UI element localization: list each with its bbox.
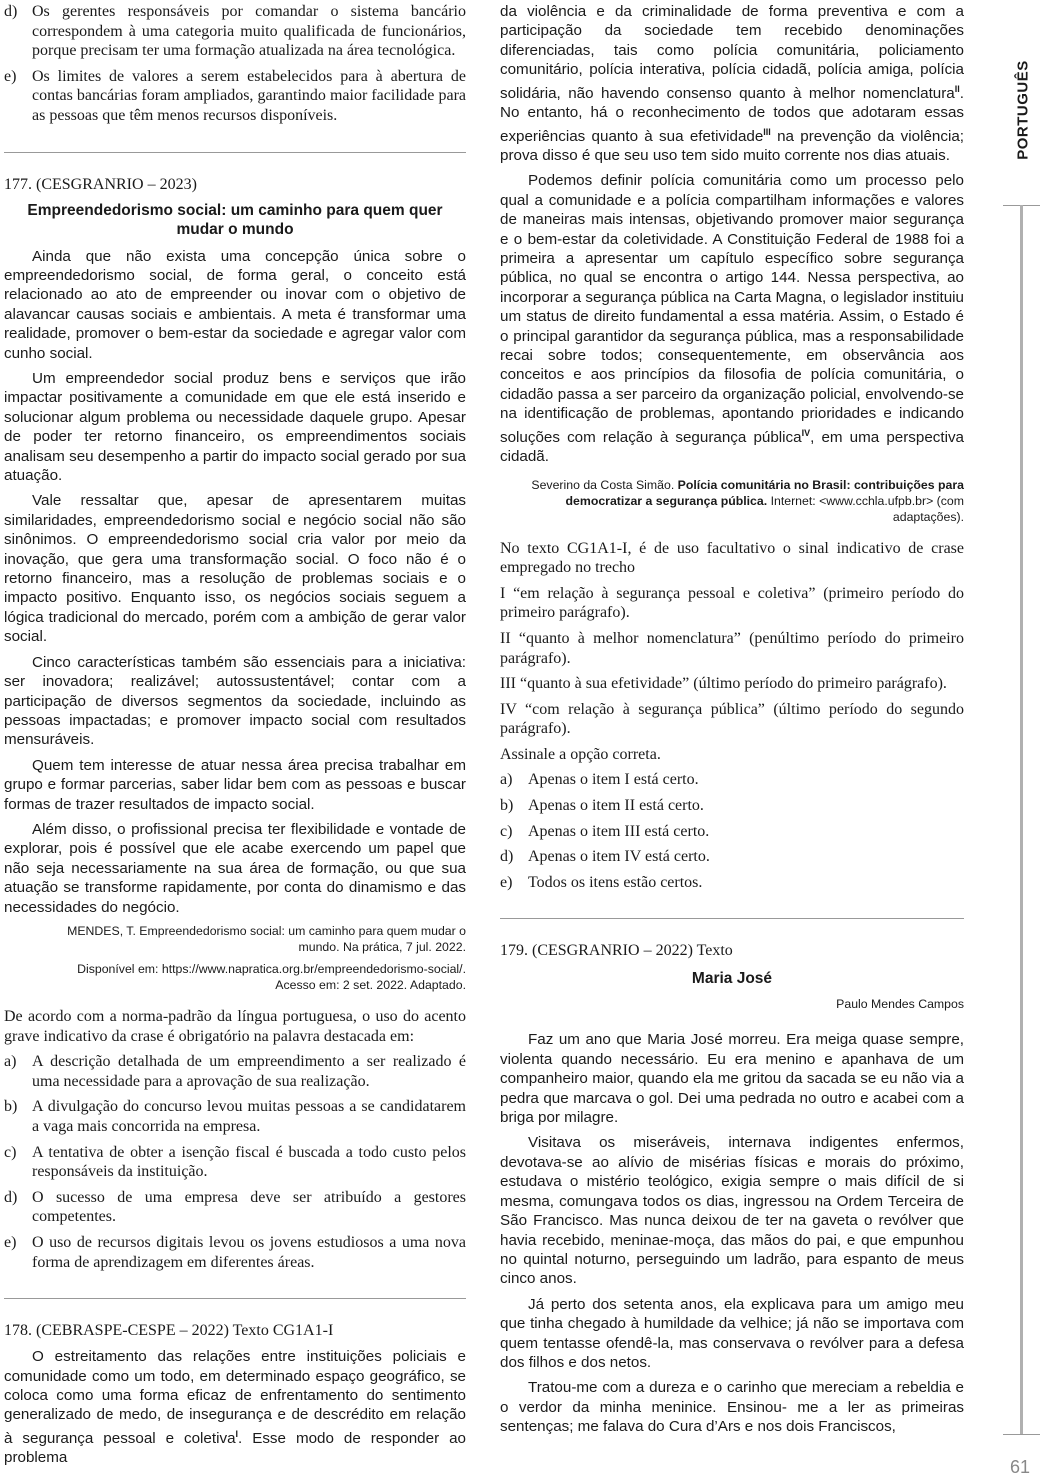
text: . No entanto, há o reconhecimento de todos que adotaram essas experiências quanto à sua efetividade <box>500 84 964 145</box>
marker-ii: II <box>954 83 960 94</box>
option-text: A descrição detalhada de um empreendimento a ser realizado é uma necessidade para a aprovação de sua realização. <box>32 1053 466 1090</box>
option-key: e) <box>4 67 17 85</box>
option-d <box>500 847 964 867</box>
passage-title: Empreendedorismo social: um caminho para quem quer mudar o mundo <box>27 201 443 238</box>
option-d <box>4 1188 466 1227</box>
paragraph <box>4 1347 466 1468</box>
option-key: e) <box>500 873 513 891</box>
divider <box>4 1298 466 1299</box>
option-a <box>500 770 964 790</box>
text: da violência e da criminalidade de forma preventiva e com a participação da sociedade tem recebido denominações diferenciadas, tais como polícia comunitária, policiamento comunitário, polícia interativa, polícia cidadã, polícia amiga, polícia solidária, não havendo consenso quanto à melhor nomenclatura <box>500 3 964 102</box>
text: na prevenção da violência; prova disso é que seu uso tem sido muito corrente nos dias atuais. <box>500 127 964 164</box>
option-key: d) <box>4 1188 18 1206</box>
paragraph: Tratou-me com a dureza e o carinho que mereciam a rebeldia e o verdor da minha meninice. Ensinou- me a ler as primeiras sentenças; me falava do Cura d’Ars e nos dois Franciscos, <box>500 1379 964 1436</box>
option-c <box>500 822 964 842</box>
option-key: b) <box>4 1098 18 1116</box>
paragraph: Um empreendedor social produz bens e serviços que irão impactar positivamente a comunidade em que ele está inserido e solucionar algum problema ou necessidade daquele grupo. Apesar de poder ter retorno financeiro, os empreendimentos sociais analisam seu desempenho a partir do impacto social gerado por sua atuação. <box>4 370 466 485</box>
option-a <box>4 1052 466 1091</box>
option-text: Apenas o item I está certo. <box>528 771 699 789</box>
source-citation: MENDES, T. Empreendedorismo social: um caminho para quem mudar o mundo. Na prática, 7 jul. 2022. <box>67 923 466 954</box>
question-header: 178. (CEBRASPE-CESPE – 2022) Texto CG1A1-I <box>4 1322 334 1340</box>
text: O estreitamento das relações entre instituições policiais e comunidade como um todo, em determinado espaço geográfico, se coloca como uma forma eficaz de enfrentamento do sentimento generalizado de medo, de insegurança e de descrédito em relação à segurança pessoal e coletiva <box>4 1348 466 1447</box>
source-url: Disponível em: https://www.napratica.org.br/empreendedorismo-social/. Acesso em: 2 set. 2022. Adaptado. <box>77 961 466 992</box>
option-e <box>4 1233 466 1272</box>
paragraph <box>500 171 964 466</box>
item: I “em relação à segurança pessoal e coletiva” (primeiro período do primeiro parágrafo). <box>500 584 964 622</box>
instruction: Assinale a opção correta. <box>500 745 661 763</box>
question-178-prompt <box>500 539 964 899</box>
author: Severino da Costa Simão. <box>531 477 678 492</box>
question-header: 177. (CESGRANRIO – 2023) <box>4 175 197 193</box>
option-text: Os limites de valores a serem estabelecidos para à abertura de contas bancárias foram ampliados, garantindo maior facilidade para as pessoas que têm menos recursos disponíveis. <box>32 67 466 124</box>
option-d <box>4 2 466 61</box>
option-c <box>4 1143 466 1182</box>
option-e <box>4 67 466 126</box>
previous-question-options <box>4 2 466 132</box>
option-text: Todos os itens estão certos. <box>528 873 703 891</box>
passage <box>500 1030 964 1436</box>
left-column <box>4 2 466 1474</box>
option-text: A divulgação do concurso levou muitas pessoas a se candidatarem a vaga mais concorrida na empresa. <box>32 1098 466 1135</box>
source-citation <box>500 477 964 525</box>
paragraph: Quem tem interesse de atuar nessa área precisa trabalhar em grupo e formar parcerias, saber lidar bem com as pessoas e buscar formas de trazer resultados de impacto social. <box>4 756 466 813</box>
question-179 <box>500 941 964 1442</box>
option-e <box>500 873 964 893</box>
sidebar-line <box>1020 205 1023 1435</box>
divider <box>4 152 466 153</box>
option-text: O uso de recursos digitais levou os jovens estudiosos a uma nova forma de aprendizagem em diferentes áreas. <box>32 1233 466 1271</box>
paragraph: Visitava os miseráveis, internava indigentes enfermos, devotava-se ao alívio de misérias físicas e morais do próximo, estudava o mistério teológico, exigia sempre o mais difícil de si mesma, comungava todos os dias, ingressou na Ordem Terceira de São Francisco. Mas nunca deixou de ter na gaveta o revólver que havia recebido, meninae-moça, das mãos do pai, e que empunhou no quintal noturno, perseguindo um ladrão, para espanto de meus cinco anos. <box>500 1134 964 1288</box>
option-key: d) <box>4 3 18 20</box>
question-text: No texto CG1A1-I, é de uso facultativo o sinal indicativo de crase empregado no trecho <box>500 539 964 577</box>
item: III “quanto à sua efetividade” (último período do primeiro parágrafo). <box>500 675 947 693</box>
option-key: d) <box>500 848 514 866</box>
section-label <box>1008 40 1038 180</box>
item: IV “com relação à segurança pública” (último período do segundo parágrafo). <box>500 700 964 738</box>
paragraph: Cinco características também são essenciais para a iniciativa: ser inovadora; realizável; autossustentável; contar com a participação de diversos segmentos da sociedade, incluindo as pessoas impactadas; e promover impacto social com resultados mensuráveis. <box>4 653 466 749</box>
option-text: A tentativa de obter a isenção fiscal é buscada a todo custo pelos responsáveis da instituição. <box>32 1143 466 1181</box>
text: Podemos definir polícia comunitária como um processo pelo qual a comunidade e a polícia compartilham informações e valores de maneiras mais intensas, objetivando promover maior segurança e o bem-estar da coletividade. A Constituição Federal de 1988 foi a primeira a apresentar um capítulo específico sobre segurança pública, no qual se encontra o artigo 144. Nessa perspectiva, ao incorporar a segurança pública na Carta Magna, o legislador instituiu um status de direito fundamental a essa matéria. Assim, o Estado é o principal garantidor da segurança pública, mas a responsabilidade recai sobre todos; consequentemente, em observância aos conceitos e aos princípios da filosofia de polícia comunitária, o cidadão passa a ser parceiro da organização policial, envolvendo-se na identificação de problemas, apontando prioridades e indicando soluções com relação à segurança pública <box>500 172 964 446</box>
option-b <box>4 1097 466 1136</box>
item: II “quanto à melhor nomenclatura” (penúltimo período do primeiro parágrafo). <box>500 629 964 667</box>
marker-i: I <box>235 1428 239 1439</box>
question-header: 179. (CESGRANRIO – 2022) Texto <box>500 942 733 960</box>
right-column <box>500 2 964 1443</box>
paragraph: Vale ressaltar que, apesar de apresentarem muitas similaridades, empreendedorismo social e negócio social não são sinônimos. O empreendedorismo social cria valor por meio da inovação, que gera uma transformação social. O foco não é o retorno financeiro, mas a resolução de problemas sociais e o impacto positivo. Enquanto isso, os negócios sociais seguem a lógica tradicional do mercado, porém com a ambição de gerar valor social. <box>4 492 466 646</box>
text: , em uma perspectiva cidadã. <box>500 428 964 466</box>
question-177 <box>4 175 466 1007</box>
page-number: 61 <box>1010 1457 1031 1477</box>
option-text: Apenas o item IV está certo. <box>528 848 710 866</box>
passage-author: Paulo Mendes Campos <box>836 997 964 1012</box>
question-178-passage-continued <box>500 2 964 539</box>
passage <box>4 247 466 917</box>
paragraph: Faz um ano que Maria José morreu. Era meiga quase sempre, violenta quando necessário. Eu era menino e apanhava de um companheiro maior, quando ela me gritou da sacada se eu não via a pedra que marcava o gol. Dei uma pedrada no outro e acabei com a briga por milagre. <box>500 1031 964 1127</box>
question-text: De acordo com a norma-padrão da língua portuguesa, o uso do acento grave indicativo da crase é obrigatório na palavra destacada em: <box>4 1007 466 1045</box>
paragraph: Além disso, o profissional precisa ter flexibilidade e vontade de explorar, pois é possível que ele acabe exercendo um papel que não seja necessariamente na sua área de formação, ou que sua atuação se transforme rapidamente, por conta do dinamismo e das necessidades do negócio. <box>4 820 466 916</box>
paragraph <box>500 2 964 165</box>
paragraph: Ainda que não exista uma concepção única sobre o empreendedorismo social, de forma geral, o conceito está relacionado ao ato de empreender ou inovar com o objetivo de alavancar causas sociais e ambientais. A meta é transformar uma realidade, promover o bem-estar da sociedade e agregar valor com cunho social. <box>4 247 466 362</box>
option-b <box>500 796 964 816</box>
source-url: Internet: <www.cchla.ufpb.br> (com adaptações). <box>767 493 964 524</box>
section-label-text: PORTUGUÊS <box>1014 60 1032 160</box>
text: . Esse modo de responder ao problema <box>4 1429 466 1467</box>
question-177-prompt <box>4 1007 466 1278</box>
option-key: c) <box>4 1143 17 1161</box>
option-text: O sucesso de uma empresa deve ser atribuído a gestores competentes. <box>32 1188 466 1226</box>
option-key: e) <box>4 1233 17 1251</box>
passage-title: Maria José <box>691 970 773 988</box>
option-text: Os gerentes responsáveis por comandar o sistema bancário correspondem à uma categoria muito qualificada de funcionários, porque precisam ter uma formação atualizada na área tecnológica. <box>32 3 466 60</box>
question-178 <box>4 1321 466 1474</box>
divider <box>500 918 964 919</box>
option-key: a) <box>4 1053 17 1071</box>
option-key: b) <box>500 797 514 815</box>
marker-iii: III <box>763 126 771 137</box>
option-text: Apenas o item II está certo. <box>528 797 704 815</box>
option-text: Apenas o item III está certo. <box>528 822 710 840</box>
source-title: Polícia comunitária no Brasil: contribuições para democratizar a segurança pública. <box>565 477 964 508</box>
marker-iv: IV <box>801 427 811 438</box>
paragraph: Já perto dos setenta anos, ela explicava para um amigo meu que tinha chegado à humildade da velhice; já não se importava com quem tentasse ofendê-la, mas conservava o revólver para a defesa dos filhos e dos netos. <box>500 1295 964 1371</box>
option-key: c) <box>500 822 513 840</box>
option-key: a) <box>500 771 513 789</box>
sidebar-tick <box>1003 1434 1040 1435</box>
